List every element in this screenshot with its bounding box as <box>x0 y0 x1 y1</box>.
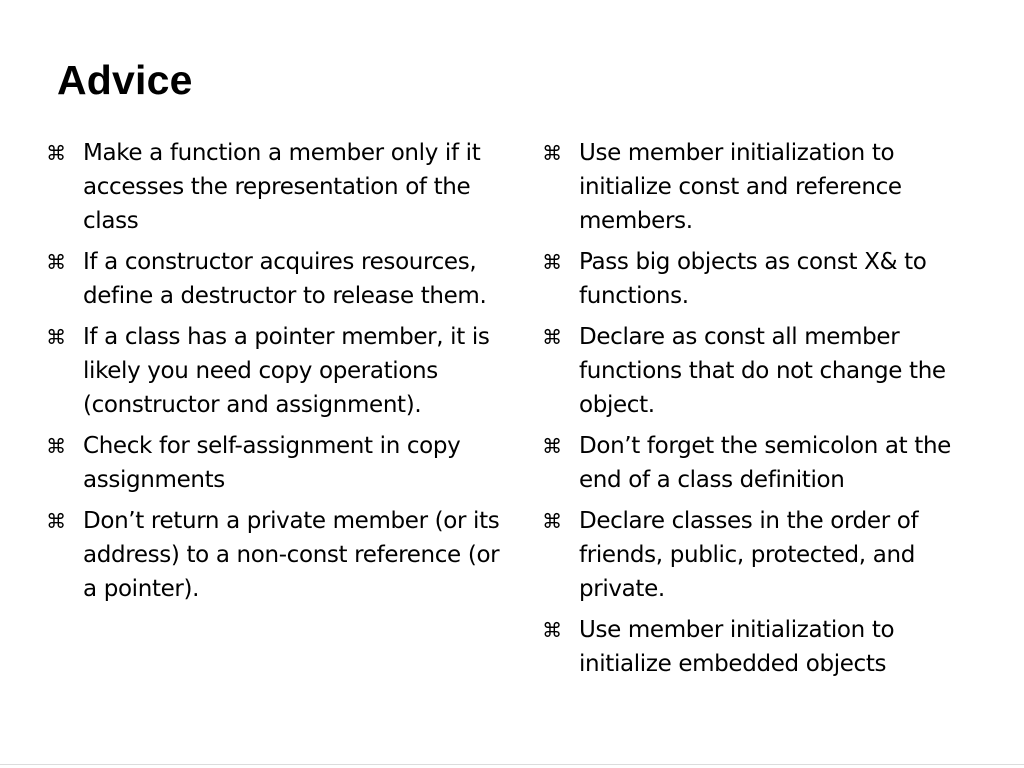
bullet-item <box>44 320 504 422</box>
command-bullet-icon: ⌘ <box>46 141 66 165</box>
command-bullet-icon: ⌘ <box>542 618 562 642</box>
command-bullet-icon: ⌘ <box>46 250 66 274</box>
bullet-item <box>44 429 504 497</box>
bullet-text: Declare classes in the order of friends, public, protected, and private. <box>579 508 919 602</box>
slide-title: Advice <box>57 57 193 103</box>
bullet-item <box>540 429 980 497</box>
bullet-text: Declare as const all member functions that do not change the object. <box>579 324 946 418</box>
bullet-text: Don’t return a private member (or its address) to a non-const reference (or a pointer). <box>83 508 500 602</box>
command-bullet-icon: ⌘ <box>46 509 66 533</box>
bullet-item <box>540 136 980 238</box>
bullet-text: Pass big objects as const X& to functions. <box>579 249 927 309</box>
bullet-item <box>44 504 504 606</box>
bullet-item <box>540 320 980 422</box>
bullet-item <box>44 245 504 313</box>
right-bullet-list <box>540 136 980 688</box>
bullet-text: If a class has a pointer member, it is likely you need copy operations (constructor and assignment). <box>83 324 490 418</box>
bullet-item <box>540 245 980 313</box>
bullet-text: Use member initialization to initialize embedded objects <box>579 617 895 677</box>
command-bullet-icon: ⌘ <box>46 325 66 349</box>
bullet-text: If a constructor acquires resources, define a destructor to release them. <box>83 249 487 309</box>
bullet-text: Make a function a member only if it accesses the representation of the class <box>83 140 481 234</box>
bullet-text: Don’t forget the semicolon at the end of a class definition <box>579 433 951 493</box>
left-bullet-list <box>44 136 504 613</box>
bullet-text: Use member initialization to initialize const and reference members. <box>579 140 902 234</box>
command-bullet-icon: ⌘ <box>542 250 562 274</box>
bottom-divider <box>0 764 1024 765</box>
bullet-text: Check for self-assignment in copy assignments <box>83 433 461 493</box>
command-bullet-icon: ⌘ <box>542 509 562 533</box>
command-bullet-icon: ⌘ <box>542 325 562 349</box>
command-bullet-icon: ⌘ <box>542 141 562 165</box>
command-bullet-icon: ⌘ <box>46 434 66 458</box>
bullet-item <box>540 613 980 681</box>
bullet-item <box>540 504 980 606</box>
bullet-item <box>44 136 504 238</box>
command-bullet-icon: ⌘ <box>542 434 562 458</box>
